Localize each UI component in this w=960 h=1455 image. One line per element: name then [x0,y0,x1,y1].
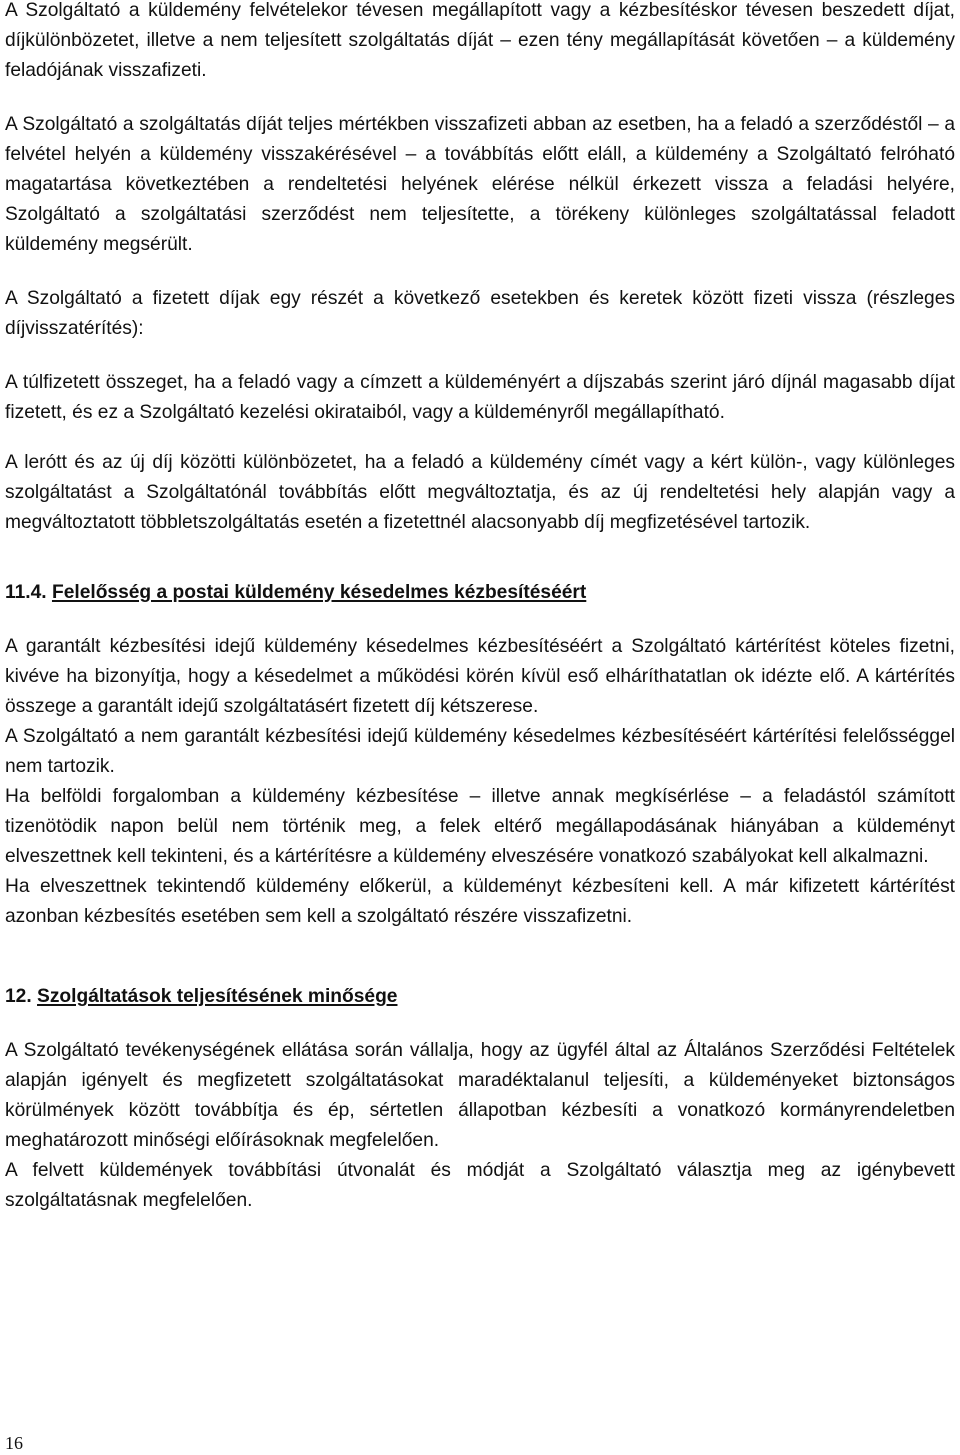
paragraph-service-quality: A Szolgáltató tevékenységének ellátása során vállalja, hogy az ügyfél által az Általános Szerződési Feltételek alapján igényelt és megfizetett szolgáltatásokat maradéktalanul teljesíti, a küldeményeket biztonságos körülmények között továbbítja és ép, sértetlen állapotban kézbesíti a vonatkozó kormányrendeletben meghatározott minőségi előírásoknak megfelelően. [5,1040,955,1151]
paragraph-lost-item-found: Ha elveszettnek tekintendő küldemény előkerül, a küldeményt kézbesíteni kell. A már kifizetett kártérítést azonban kézbesítés esetében sem kell a szolgáltató részére visszafizetni. [5,876,955,927]
paragraph-overpayment: A túlfizetett összeget, ha a feladó vagy a címzett a küldeményért a díjszabás szerint járó díjnál magasabb díjat fizetett, és ez a Szolgáltató kezelési okirataiból, vagy a küldeményről megállapítható. [5,372,955,423]
document-page [5,0,955,1216]
paragraph-partial-refund-intro: A Szolgáltató a fizetett díjak egy részét a következő esetekben és keretek között fizeti vissza (részleges díjvisszatérítés): [5,288,955,339]
section-number: 12. [5,986,32,1007]
section-heading-12 [5,982,955,1012]
paragraph-fee-difference: A lerótt és az új díj közötti különbözetet, ha a feladó a küldemény címét vagy a kért külön-, vagy különleges szolgáltatást a Szolgáltatónál továbbítás előtt megváltoztatja, és az új rendeltetési hely alapján vagy a megváltoztatott többletszolgáltatás esetén a fizetettnél alacsonyabb díj megfizetésével tartozik. [5,452,955,533]
page-number: 16 [5,1433,23,1453]
paragraph-guaranteed-delay: A garantált kézbesítési idejű küldemény késedelmes kézbesítéséért a Szolgáltató kártérítést köteles fizetni, kivéve ha bizonyítja, hogy a késedelmet a működési körén kívül eső elháríthatatlan ok idézte elő. A kártérítés összege a garantált idejű szolgáltatásért fizetett díj kétszerese. [5,636,955,717]
section-heading-11-4 [5,578,955,608]
section-title: Felelősség a postai küldemény késedelmes kézbesítéséért [51,582,587,603]
paragraph-routing: A felvett küldemények továbbítási útvonalát és módját a Szolgáltató választja meg az igénybevett szolgáltatásnak megfelelően. [5,1160,955,1211]
paragraph-full-refund: A Szolgáltató a szolgáltatás díját teljes mértékben visszafizeti abban az esetben, ha a feladó a szerződéstől – a felvétel helyén a küldemény visszakérésével – a továbbítás előtt eláll, a küldemény a Szolgáltató felróható magatartása következtében a rendeltetési helyének elérése nélkül érkezett vissza a feladási helyére, Szolgáltató a szolgáltatási szerződést nem teljesítette, a törékeny különleges szolgáltatással feladott küldemény megsérült. [5,114,955,255]
section-number: 11.4. [5,582,47,603]
section-title: Szolgáltatások teljesítésének minősége [37,986,398,1007]
paragraph-considered-lost: Ha belföldi forgalomban a küldemény kézbesítése – illetve annak megkísérlése – a feladástól számított tizenötödik napon belül nem történik meg, a felek eltérő megállapodásának hiányában a küldeményt elveszettnek kell tekinteni, és a kártérítésre a küldemény elveszésére vonatkozó szabályokat kell alkalmazni. [5,786,955,867]
paragraph-refund-erroneous-fee: A Szolgáltató a küldemény felvételekor tévesen megállapított vagy a kézbesítéskor tévesen beszedett díjat, díjkülönbözetet, illetve a nem teljesített szolgáltatás díját – ezen tény megállapítását követően – a küldemény feladójának visszafizeti. [5,0,955,81]
paragraph-non-guaranteed-delay: A Szolgáltató a nem garantált kézbesítési idejű küldemény késedelmes kézbesítéséért kártérítési felelősséggel nem tartozik. [5,726,955,777]
